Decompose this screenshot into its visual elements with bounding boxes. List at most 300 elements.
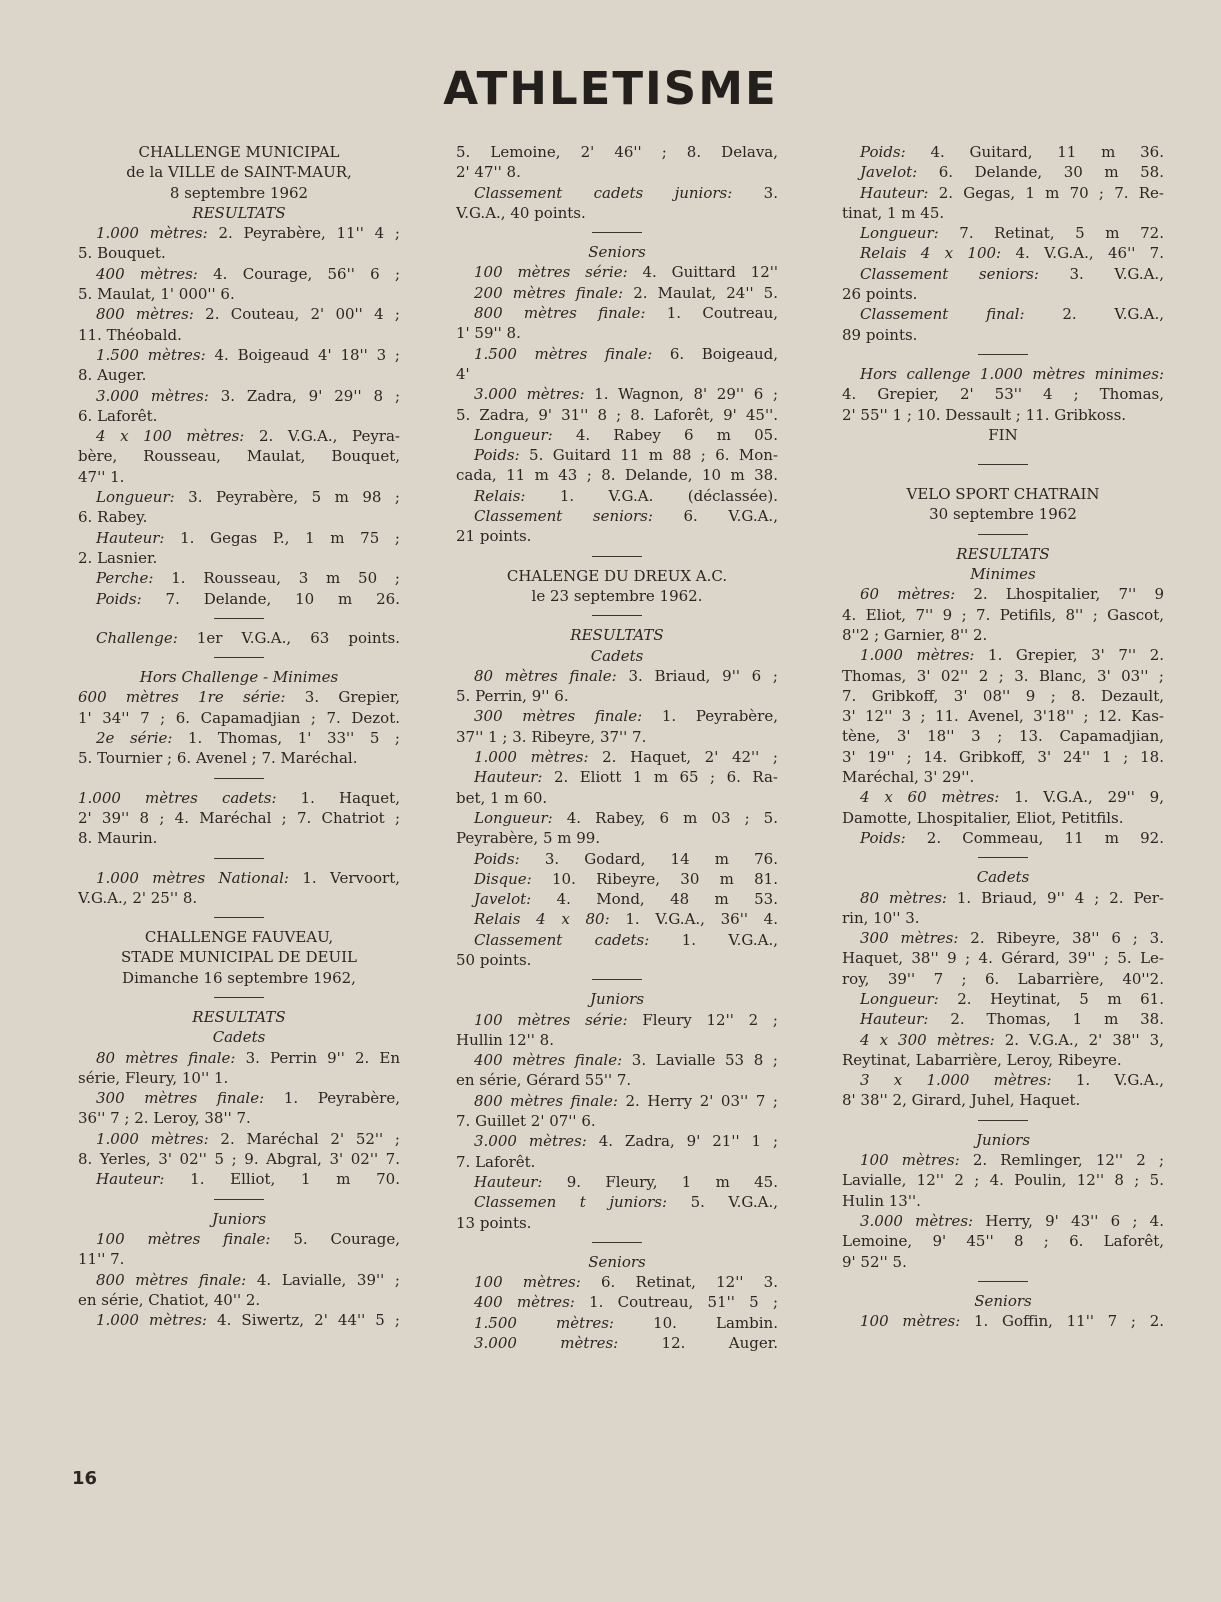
- result-line: [842, 1070, 1164, 1090]
- column-3: [842, 142, 1164, 1331]
- heading-text: Juniors: [589, 990, 645, 1009]
- result-line: [456, 1313, 778, 1333]
- event-label: 800 mètres finale:: [474, 304, 646, 323]
- event-label: 800 mètres finale:: [96, 1270, 247, 1289]
- result-line: [78, 345, 400, 365]
- result-text: 4. Siwertz, 2' 44'' 5 ;: [217, 1311, 400, 1330]
- event-label: Perche:: [96, 569, 154, 588]
- result-line: [78, 568, 400, 588]
- text-line: en série, Chatiot, 40'' 2.: [78, 1290, 261, 1309]
- section-heading: STADE MUNICIPAL DE DEUIL: [120, 948, 357, 967]
- event-label: 3.000 mètres:: [474, 1132, 587, 1151]
- result-text: 2. V.G.A.,: [1062, 305, 1164, 324]
- result-text: 1. Elliot, 1 m 70.: [190, 1170, 400, 1189]
- result-line: [456, 425, 778, 445]
- result-line: [456, 930, 778, 950]
- text-line: 11'' 7.: [78, 1250, 125, 1269]
- result-line: [842, 223, 1164, 243]
- text-line: rin, 10'' 3.: [842, 908, 920, 927]
- result-line: [78, 628, 400, 648]
- result-text: 1. V.G.A., 29'' 9,: [1014, 788, 1164, 807]
- result-text: 2. Maréchal 2' 52'' ;: [220, 1129, 400, 1148]
- event-label: 100 mètres:: [474, 1273, 581, 1292]
- heading-text: Hors Challenge - Minimes: [139, 668, 339, 687]
- text-line: V.G.A., 2' 25'' 8.: [78, 888, 198, 907]
- result-text: 12. Auger.: [661, 1334, 778, 1353]
- section-divider: [592, 1242, 642, 1243]
- event-label: Hauteur:: [474, 1172, 543, 1191]
- result-text: 4. Lavialle, 39'' ;: [256, 1270, 400, 1289]
- event-label: 200 mètres finale:: [474, 283, 624, 302]
- result-text: 4. Guitard, 11 m 36.: [930, 143, 1164, 161]
- event-label: 1.500 mètres finale:: [474, 344, 653, 363]
- section-heading: [456, 242, 778, 262]
- result-line: [842, 828, 1164, 848]
- text-line: 47'' 1.: [78, 467, 125, 486]
- result-text: 2. Peyrabère, 11'' 4 ;: [218, 224, 400, 243]
- event-label: Relais 4 x 80:: [474, 910, 610, 929]
- event-label: Classement cadets:: [474, 930, 650, 949]
- section-divider: [214, 618, 264, 619]
- event-label: Hauteur:: [96, 1170, 165, 1189]
- result-line: [456, 909, 778, 929]
- section-heading: [842, 1130, 1164, 1150]
- text-line: Reytinat, Labarrière, Leroy, Ribeyre.: [842, 1050, 1122, 1069]
- text-line: 5. Lemoine, 2' 46'' ; 8. Delava,: [456, 143, 778, 161]
- event-label: Classement seniors:: [860, 264, 1039, 283]
- text-line: 2. Lasnier.: [78, 548, 158, 567]
- event-label: Disque:: [474, 869, 532, 888]
- section-heading: de la VILLE de SAINT-MAUR,: [126, 163, 352, 182]
- event-label: Classement final:: [860, 305, 1025, 324]
- text-line: 8''2 ; Garnier, 8'' 2.: [842, 625, 988, 644]
- result-line: [78, 687, 400, 707]
- result-text: 2. Herry 2' 03'' 7 ;: [625, 1091, 778, 1110]
- result-line: [456, 262, 778, 282]
- section-heading: [78, 1027, 400, 1047]
- result-line: [78, 1310, 400, 1330]
- event-label: Classement cadets juniors:: [474, 183, 733, 202]
- result-text: 1. Rousseau, 3 m 50 ;: [171, 569, 400, 588]
- text-line: 11. Théobald.: [78, 325, 182, 344]
- result-line: [456, 1172, 778, 1192]
- section-divider: [978, 1281, 1028, 1282]
- result-text: 1. Wagnon, 8' 29'' 6 ;: [594, 385, 778, 404]
- result-line: [842, 142, 1164, 162]
- spacer: [842, 474, 1164, 484]
- event-label: 800 mètres:: [96, 305, 194, 324]
- event-label: Hauteur:: [474, 768, 543, 787]
- result-text: 5. Courage,: [293, 1229, 400, 1248]
- result-text: 2. Gegas, 1 m 70 ; 7. Re-: [938, 183, 1164, 202]
- result-text: 2. Commeau, 11 m 92.: [926, 828, 1164, 847]
- result-line: [842, 183, 1164, 203]
- heading-text: Seniors: [588, 1252, 646, 1271]
- result-line: [842, 1030, 1164, 1050]
- event-label: 80 mètres finale:: [474, 666, 617, 685]
- result-text: 3. Peyrabère, 5 m 98 ;: [188, 488, 400, 507]
- result-text: 1. Coutreau,: [666, 304, 778, 323]
- result-line: [456, 889, 778, 909]
- section-divider: [214, 858, 264, 859]
- text-line: 4': [456, 364, 470, 383]
- event-label: 100 mètres finale:: [96, 1229, 271, 1248]
- result-text: 4. Courage, 56'' 6 ;: [213, 264, 400, 283]
- heading-text: Cadets: [976, 868, 1030, 887]
- result-line: [78, 528, 400, 548]
- text-line: Haquet, 38'' 9 ; 4. Gérard, 39'' ; 5. Le-: [842, 949, 1164, 968]
- result-text: 1. Gegas P., 1 m 75 ;: [180, 528, 400, 547]
- result-text: 3. V.G.A.,: [1069, 264, 1164, 283]
- text-line: Lemoine, 9' 45'' 8 ; 6. Laforêt,: [842, 1232, 1164, 1251]
- event-label: 1.000 mètres:: [96, 1129, 209, 1148]
- result-text: Herry, 9' 43'' 6 ; 4.: [985, 1211, 1164, 1230]
- text-line: roy, 39'' 7 ; 6. Labarrière, 40''2.: [842, 969, 1164, 988]
- section-heading: [78, 667, 400, 687]
- result-line: [456, 183, 778, 203]
- section-heading: [456, 646, 778, 666]
- event-label: Javelot:: [860, 163, 918, 182]
- result-line: [456, 747, 778, 767]
- section-heading: [78, 203, 400, 223]
- event-label: 300 mètres finale:: [96, 1089, 265, 1108]
- event-label: 100 mètres série:: [474, 1010, 628, 1029]
- text-line: 5. Tournier ; 6. Avenel ; 7. Maréchal.: [78, 749, 358, 768]
- section-divider: [214, 657, 264, 658]
- result-line: [456, 506, 778, 526]
- section-heading: [456, 989, 778, 1009]
- text-line: Hullin 12'' 8.: [456, 1030, 554, 1049]
- event-label: Hauteur:: [860, 1010, 929, 1029]
- result-line: [78, 868, 400, 888]
- event-label: Hors callenge 1.000 mètres minimes:: [860, 364, 1164, 383]
- event-label: 1.000 mètres:: [474, 748, 589, 767]
- result-line: [456, 1292, 778, 1312]
- result-text: 1. V.G.A.,: [1075, 1071, 1164, 1090]
- result-line: [842, 1211, 1164, 1231]
- result-text: 5. Guitard 11 m 88 ; 6. Mon-: [529, 446, 778, 465]
- text-line: 3' 12'' 3 ; 11. Avenel, 3'18'' ; 12. Kas-: [842, 707, 1164, 726]
- result-text: 4. V.G.A., 46'' 7.: [1015, 244, 1164, 263]
- result-text: 2. Remlinger, 12'' 2 ;: [972, 1151, 1164, 1170]
- text-line: 21 points.: [456, 527, 532, 546]
- section-divider: [214, 997, 264, 998]
- result-text: 2. Couteau, 2' 00'' 4 ;: [205, 305, 400, 324]
- event-label: 1.500 mètres:: [96, 345, 206, 364]
- result-text: Fleury 12'' 2 ;: [642, 1010, 778, 1029]
- result-line: [78, 1270, 400, 1290]
- section-divider: [592, 556, 642, 557]
- result-text: 2. V.G.A., Peyra-: [258, 427, 400, 446]
- result-line: [78, 1169, 400, 1189]
- section-divider: [978, 857, 1028, 858]
- event-label: 1.000 mètres National:: [96, 868, 289, 887]
- text-line: 6. Laforêt.: [78, 406, 158, 425]
- page-title: ATHLETISME: [443, 62, 778, 115]
- heading-text: RESULTATS: [192, 203, 286, 222]
- heading-text: RESULTATS: [956, 544, 1050, 563]
- text-line: Hulin 13''.: [842, 1191, 921, 1210]
- event-label: 4 x 300 mètres:: [860, 1030, 995, 1049]
- result-text: 7. Delande, 10 m 26.: [165, 589, 400, 608]
- event-label: 100 mètres:: [860, 1151, 960, 1170]
- result-text: 4. Rabey, 6 m 03 ; 5.: [566, 808, 778, 827]
- heading-text: Minimes: [970, 565, 1036, 584]
- result-text: 2. Heytinat, 5 m 61.: [957, 989, 1164, 1008]
- event-label: Javelot:: [474, 890, 532, 909]
- event-label: 3.000 mètres:: [96, 386, 209, 405]
- event-label: 400 mètres:: [474, 1293, 575, 1312]
- result-line: [842, 364, 1164, 384]
- section-divider: [214, 917, 264, 918]
- section-heading: [842, 1291, 1164, 1311]
- text-line: 3' 19'' ; 14. Gribkoff, 3' 24'' 1 ; 18.: [842, 747, 1164, 766]
- result-text: 6. Boigeaud,: [669, 344, 778, 363]
- event-label: 4 x 60 mètres:: [860, 788, 1000, 807]
- event-label: 60 mètres:: [860, 585, 956, 604]
- event-label: 3 x 1.000 mètres:: [860, 1071, 1052, 1090]
- section-heading: VELO SPORT CHATRAIN: [906, 485, 1100, 504]
- result-line: [842, 787, 1164, 807]
- result-text: 1er V.G.A., 63 points.: [196, 628, 400, 647]
- event-label: 2e série:: [96, 729, 173, 748]
- result-text: 1. Goffin, 11'' 7 ; 2.: [974, 1312, 1164, 1331]
- section-heading: FIN: [988, 425, 1018, 444]
- text-line: 4. Grepier, 2' 53'' 4 ; Thomas,: [842, 385, 1164, 404]
- section-divider: [978, 354, 1028, 355]
- text-line: 7. Laforêt.: [456, 1152, 536, 1171]
- result-line: [456, 1272, 778, 1292]
- heading-text: Cadets: [212, 1028, 266, 1047]
- section-heading: 30 septembre 1962: [929, 505, 1077, 524]
- result-line: [78, 264, 400, 284]
- text-line: 26 points.: [842, 285, 918, 304]
- text-line: 1' 59'' 8.: [456, 324, 521, 343]
- text-line: bet, 1 m 60.: [456, 788, 548, 807]
- event-label: 3.000 mètres:: [474, 1334, 619, 1353]
- event-label: Classement seniors:: [474, 507, 653, 526]
- event-label: 1.000 mètres:: [860, 646, 975, 665]
- heading-text: Seniors: [588, 243, 646, 262]
- result-line: [78, 728, 400, 748]
- result-text: 1. Thomas, 1' 33'' 5 ;: [188, 729, 400, 748]
- result-line: [456, 445, 778, 465]
- event-label: 80 mètres finale:: [96, 1048, 236, 1067]
- result-text: 1. Coutreau, 51'' 5 ;: [589, 1293, 778, 1312]
- event-label: Relais:: [474, 486, 526, 505]
- spacer: [842, 445, 1164, 455]
- section-heading: [842, 544, 1164, 564]
- text-line: série, Fleury, 10'' 1.: [78, 1068, 229, 1087]
- result-text: 2. Maulat, 24'' 5.: [633, 283, 778, 302]
- heading-text: RESULTATS: [192, 1007, 286, 1026]
- text-line: V.G.A., 40 points.: [456, 203, 586, 222]
- result-line: [456, 666, 778, 686]
- section-divider: [978, 1120, 1028, 1121]
- result-line: [842, 162, 1164, 182]
- result-line: [78, 386, 400, 406]
- event-label: Hauteur:: [860, 183, 929, 202]
- text-line: 6. Rabey.: [78, 508, 148, 527]
- text-line: 5. Zadra, 9' 31'' 8 ; 8. Laforêt, 9' 45''.: [456, 405, 778, 424]
- result-line: [842, 1311, 1164, 1331]
- event-label: 80 mètres:: [860, 888, 947, 907]
- text-line: en série, Gérard 55'' 7.: [456, 1071, 632, 1090]
- text-line: bère, Rousseau, Maulat, Bouquet,: [78, 447, 400, 466]
- result-line: [842, 304, 1164, 324]
- result-line: [78, 1048, 400, 1068]
- result-text: 6. V.G.A.,: [683, 507, 778, 526]
- result-text: 10. Ribeyre, 30 m 81.: [552, 869, 778, 888]
- result-line: [456, 706, 778, 726]
- result-text: 3. Briaud, 9'' 6 ;: [628, 666, 778, 685]
- text-line: 5. Maulat, 1' 000'' 6.: [78, 285, 235, 304]
- result-text: 4. Mond, 48 m 53.: [556, 890, 778, 909]
- result-line: [842, 243, 1164, 263]
- heading-text: Cadets: [590, 646, 644, 665]
- result-text: 2. Eliott 1 m 65 ; 6. Ra-: [553, 768, 778, 787]
- result-text: 1. Peyrabère,: [661, 707, 778, 726]
- result-line: [456, 486, 778, 506]
- event-label: 600 mètres 1re série:: [78, 688, 286, 707]
- text-line: 8' 38'' 2, Girard, Juhel, Haquet.: [842, 1091, 1081, 1110]
- section-heading: [842, 867, 1164, 887]
- heading-text: RESULTATS: [570, 626, 664, 645]
- text-line: 89 points.: [842, 325, 918, 344]
- result-line: [456, 283, 778, 303]
- event-label: Longueur:: [860, 989, 939, 1008]
- result-line: [842, 1150, 1164, 1170]
- result-line: [78, 1088, 400, 1108]
- result-line: [456, 808, 778, 828]
- result-line: [78, 487, 400, 507]
- result-text: 6. Retinat, 12'' 3.: [601, 1273, 778, 1292]
- text-line: 9' 52'' 5.: [842, 1252, 907, 1271]
- section-heading: CHALENGE DU DREUX A.C.: [506, 566, 728, 585]
- result-line: [456, 767, 778, 787]
- text-line: 50 points.: [456, 950, 532, 969]
- result-line: [842, 928, 1164, 948]
- section-divider: [592, 232, 642, 233]
- page-number: 16: [72, 1468, 98, 1489]
- section-heading: CHALLENGE FAUVEAU,: [144, 928, 334, 947]
- result-line: [842, 989, 1164, 1009]
- column-2: [456, 142, 778, 1353]
- result-text: 4. Zadra, 9' 21'' 1 ;: [598, 1132, 778, 1151]
- text-line: 4. Eliot, 7'' 9 ; 7. Petifils, 8'' ; Gascot,: [842, 605, 1164, 624]
- result-text: 3. Zadra, 9' 29'' 8 ;: [220, 386, 400, 405]
- event-label: 1.000 mètres cadets:: [78, 788, 277, 807]
- result-text: 1. Haquet,: [300, 788, 400, 807]
- result-line: [842, 264, 1164, 284]
- result-line: [78, 589, 400, 609]
- event-label: Challenge:: [96, 628, 178, 647]
- event-label: Longueur:: [96, 488, 175, 507]
- result-text: 5. V.G.A.,: [690, 1193, 778, 1212]
- text-line: 7. Gribkoff, 3' 08'' 9 ; 8. Dezault,: [842, 686, 1164, 705]
- text-line: Maréchal, 3' 29''.: [842, 768, 975, 787]
- event-label: Hauteur:: [96, 528, 165, 547]
- result-line: [78, 1129, 400, 1149]
- event-label: 300 mètres finale:: [474, 707, 643, 726]
- event-label: Poids:: [860, 828, 906, 847]
- result-line: [456, 1050, 778, 1070]
- result-line: [78, 223, 400, 243]
- result-line: [78, 426, 400, 446]
- text-line: Peyrabère, 5 m 99.: [456, 829, 601, 848]
- text-line: 7. Guillet 2' 07'' 6.: [456, 1112, 596, 1131]
- event-label: 1.500 mètres:: [474, 1313, 614, 1332]
- result-text: 2. Haquet, 2' 42'' ;: [602, 748, 778, 767]
- event-label: 3.000 mètres:: [474, 385, 585, 404]
- result-text: 4. Boigeaud 4' 18'' 3 ;: [214, 345, 400, 364]
- result-text: 3. Godard, 14 m 76.: [544, 849, 778, 868]
- event-label: Longueur:: [474, 808, 553, 827]
- result-text: 10. Lambin.: [653, 1313, 778, 1332]
- text-line: 2' 55'' 1 ; 10. Dessault ; 11. Gribkoss.: [842, 405, 1127, 424]
- result-text: 3. Grepier,: [304, 688, 400, 707]
- event-label: Classemen t juniors:: [474, 1193, 668, 1212]
- result-text: 1. V.G.A. (déclassée).: [559, 486, 778, 505]
- result-text: 2. Lhospitalier, 7'' 9: [973, 585, 1164, 604]
- result-text: 3.: [763, 183, 778, 202]
- result-text: 1. Briaud, 9'' 4 ; 2. Per-: [956, 888, 1164, 907]
- result-line: [842, 584, 1164, 604]
- section-heading: 8 septembre 1962: [169, 183, 309, 202]
- result-text: 3. Perrin 9'' 2. En: [245, 1048, 400, 1067]
- text-line: 8. Auger.: [78, 366, 147, 385]
- heading-text: Seniors: [974, 1291, 1032, 1310]
- event-label: Longueur:: [474, 425, 553, 444]
- result-text: 4. Guittard 12'': [642, 263, 778, 282]
- section-heading: [78, 1209, 400, 1229]
- result-line: [456, 869, 778, 889]
- column-1: [78, 142, 400, 1330]
- text-line: 2' 39'' 8 ; 4. Maréchal ; 7. Chatriot ;: [78, 808, 400, 827]
- text-line: 8. Yerles, 3' 02'' 5 ; 9. Abgral, 3' 02'' 7.: [78, 1150, 400, 1169]
- section-heading: Dimanche 16 septembre 1962,: [122, 968, 356, 987]
- text-line: Damotte, Lhospitalier, Eliot, Petitfils.: [842, 808, 1124, 827]
- event-label: 4 x 100 mètres:: [96, 427, 245, 446]
- event-label: 1.000 mètres:: [96, 1311, 207, 1330]
- event-label: 100 mètres:: [860, 1312, 961, 1331]
- result-line: [842, 888, 1164, 908]
- result-line: [78, 788, 400, 808]
- event-label: Longueur:: [860, 224, 939, 243]
- result-line: [456, 1091, 778, 1111]
- section-heading: [456, 625, 778, 645]
- event-label: 400 mètres:: [96, 264, 198, 283]
- result-text: 1. V.G.A., 36'' 4.: [625, 910, 778, 929]
- result-line: [456, 1333, 778, 1353]
- text-line: tène, 3' 18'' 3 ; 13. Capamadjian,: [842, 727, 1164, 746]
- section-heading: le 23 septembre 1962.: [531, 586, 703, 605]
- section-divider: [592, 979, 642, 980]
- event-label: Poids:: [474, 849, 520, 868]
- result-text: 3. Lavialle 53 8 ;: [631, 1051, 778, 1070]
- text-line: 36'' 7 ; 2. Leroy, 38'' 7.: [78, 1109, 251, 1128]
- event-label: Poids:: [860, 143, 906, 161]
- section-divider: [592, 615, 642, 616]
- result-line: [78, 1229, 400, 1249]
- result-text: 2. Thomas, 1 m 38.: [950, 1010, 1164, 1029]
- result-text: 2. V.G.A., 2' 38'' 3,: [1004, 1030, 1164, 1049]
- event-label: 100 mètres série:: [474, 263, 628, 282]
- result-text: 4. Rabey 6 m 05.: [575, 425, 778, 444]
- section-divider: [978, 464, 1028, 465]
- result-line: [456, 1010, 778, 1030]
- section-divider: [978, 534, 1028, 535]
